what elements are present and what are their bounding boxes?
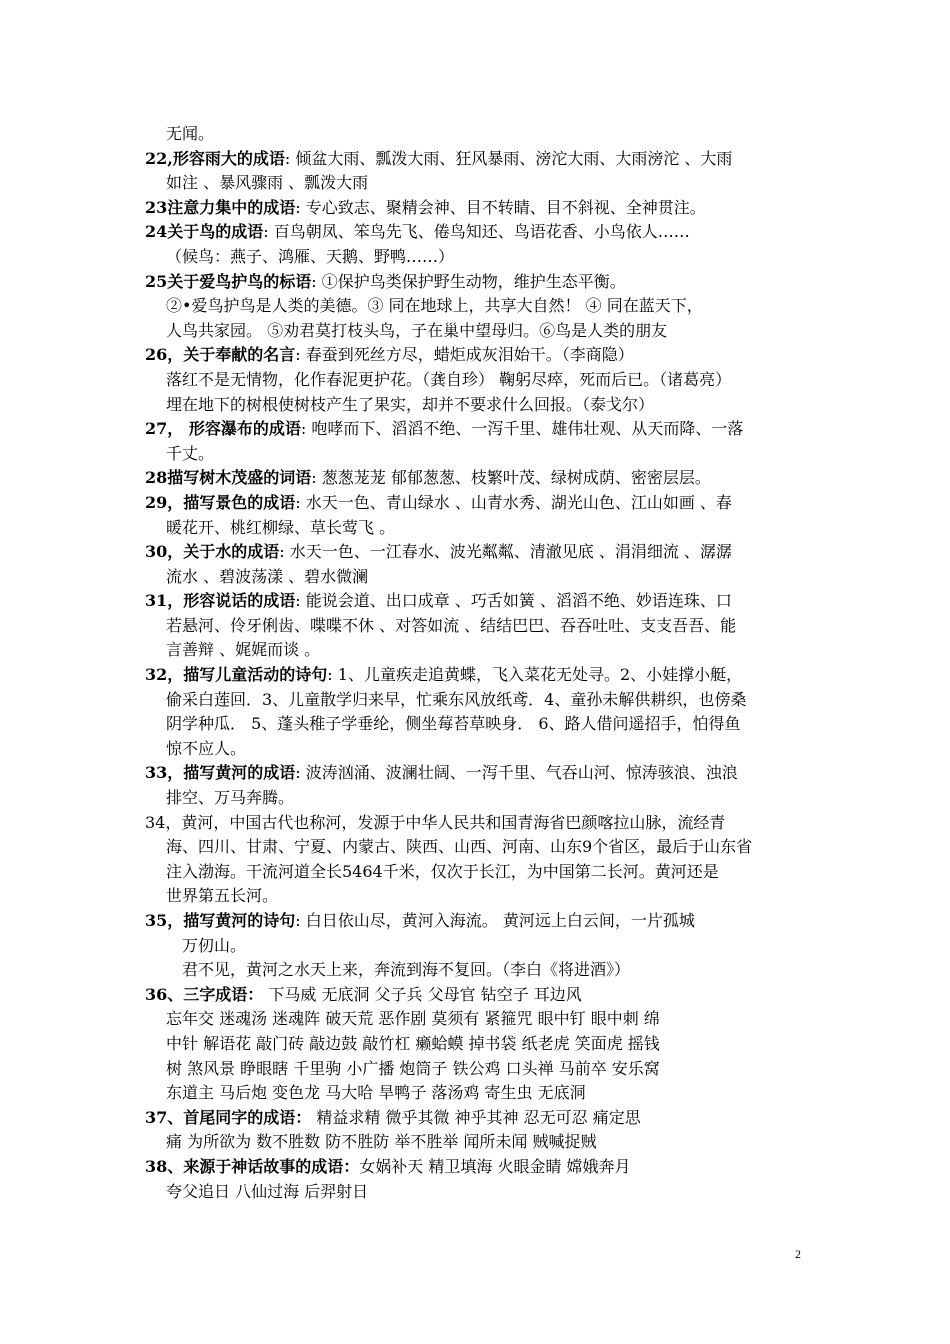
text-line <box>145 220 810 245</box>
text-line <box>145 368 810 393</box>
section-heading: 38、来源于神话故事的成语： <box>145 1156 360 1176</box>
text-line <box>145 1130 810 1155</box>
line-text: 下马威 无底洞 父子兵 父母官 钻空子 耳边风 <box>263 984 582 1004</box>
text-line <box>145 884 810 909</box>
text-line <box>145 196 810 221</box>
section-heading: 30，关于水的成语 <box>145 542 280 562</box>
text-line <box>145 1057 810 1082</box>
line-text: 忘年交 迷魂汤 迷魂阵 破天荒 恶作剧 莫须有 紧箍咒 眼中钉 眼中刺 绵 <box>166 1009 660 1029</box>
text-line <box>145 811 810 836</box>
line-text: 偷采白莲回．3、儿童散学归来早，忙乘东风放纸鸢．4、童孙未解供耕织，也傍桑 <box>166 689 747 709</box>
text-line <box>145 614 810 639</box>
line-text: 东道主 马后炮 变色龙 马大哈 旱鸭子 落汤鸡 寄生虫 无底洞 <box>166 1083 586 1103</box>
line-text: ②•爱鸟护鸟是人类的美德。③ 同在地球上，共享大自然！ ④ 同在蓝天下， <box>166 296 703 316</box>
text-line <box>145 1081 810 1106</box>
section-heading: 26，关于奉献的名言 <box>145 345 296 365</box>
text-line <box>145 958 810 983</box>
text-line <box>145 393 810 418</box>
text-line <box>145 589 810 614</box>
line-text: 暖花开、桃红柳绿、草长莺飞 。 <box>166 517 396 537</box>
text-line <box>145 1007 810 1032</box>
line-text: : 葱葱茏茏 郁郁葱葱、枝繁叶茂、绿树成荫、密密层层。 <box>311 468 711 488</box>
text-line <box>145 540 810 565</box>
line-text: 落红不是无情物，化作春泥更护花。（龚自珍） 鞠躬尽瘁，死而后已。（诸葛亮） <box>166 369 732 389</box>
document-body <box>145 122 810 1204</box>
line-text: : 能说会道、出口成章 、巧舌如簧 、滔滔不绝、妙语连珠、口 <box>295 591 732 611</box>
line-text: : ①保护鸟类保护野生动物，维护生态平衡。 <box>311 271 626 291</box>
text-line <box>145 343 810 368</box>
text-line <box>145 516 810 541</box>
line-text: : 波涛汹涌、波澜壮阔、一泻千里、气吞山河、惊涛骇浪、浊浪 <box>295 763 738 783</box>
line-text: : 咆哮而下、滔滔不绝、一泻千里、雄伟壮观、从天而降、一落 <box>300 419 744 439</box>
line-text: : 春蚕到死丝方尽，蜡炬成灰泪始干。（李商隐） <box>295 345 634 365</box>
text-line <box>145 417 810 442</box>
line-text: : 水天一色、一江春水、波光粼粼、清澈见底 、涓涓细流 、潺潺 <box>279 542 732 562</box>
line-text: 世界第五长河。 <box>166 886 279 906</box>
line-text: 注入渤海。干流河道全长5464千米，仅次于长江，为中国第二长河。黄河还是 <box>166 861 719 881</box>
text-line <box>145 1032 810 1057</box>
line-text: : 白日依山尽，黄河入海流。 黄河远上白云间，一片孤城 <box>295 911 695 930</box>
text-line <box>145 835 810 860</box>
line-text: : 1、儿童疾走追黄蝶，飞入菜花无处寻。2、小娃撑小艇， <box>327 665 743 685</box>
text-line <box>145 491 810 516</box>
section-heading: 25关于爱鸟护鸟的标语 <box>145 271 312 291</box>
line-text: 树 煞风景 睁眼瞎 千里驹 小广播 炮筒子 铁公鸡 口头禅 马前卒 安乐窝 <box>166 1058 660 1078</box>
line-text: 夸父追日 八仙过海 后羿射日 <box>166 1181 369 1201</box>
section-heading: 24关于鸟的成语 <box>145 222 264 242</box>
text-line <box>145 860 810 885</box>
line-text: 万仞山。 <box>182 935 247 955</box>
text-line <box>145 1106 810 1131</box>
text-line <box>145 983 810 1008</box>
section-heading: 33，描写黄河的成语 <box>145 763 296 783</box>
section-heading: 37、首尾同字的成语： <box>145 1107 312 1127</box>
text-line <box>145 712 810 737</box>
line-text: 如注 、暴风骤雨 、瓢泼大雨 <box>166 173 369 193</box>
line-text: 中针 解语花 敲门砖 敲边鼓 敲竹杠 癞蛤蟆 掉书袋 纸老虎 笑面虎 摇钱 <box>166 1033 660 1053</box>
section-heading: 23注意力集中的成语 <box>145 197 296 217</box>
text-line <box>145 786 810 811</box>
text-line <box>145 294 810 319</box>
line-text: 海、四川、甘肃、宁夏、内蒙古、陕西、山西、河南、山东9个省区，最后于山东省 <box>166 837 753 857</box>
section-heading: 27， 形容瀑布的成语 <box>145 419 301 439</box>
line-text: 人鸟共家园。 ⑤劝君莫打枝头鸟，子在巢中望母归。⑥鸟是人类的朋友 <box>166 320 668 340</box>
line-text: 惊不应人。 <box>166 738 247 758</box>
text-line <box>145 909 810 934</box>
text-line <box>145 663 810 688</box>
text-line <box>145 1180 810 1205</box>
text-line <box>145 319 810 344</box>
text-line <box>145 171 810 196</box>
text-line <box>145 147 810 172</box>
line-text: 千丈。 <box>166 443 215 463</box>
line-text: 阴学种瓜． 5、蓬头稚子学垂纶，侧坐莓苔草映身． 6、路人借问遥招手，怕得鱼 <box>166 714 741 734</box>
line-text: 埋在地下的树根使树枝产生了果实，却并不要求什么回报。（泰戈尔） <box>166 394 655 414</box>
text-line <box>145 737 810 762</box>
text-line <box>145 1155 810 1180</box>
line-text: （候鸟：燕子、鸿雁、天鹅、野鸭……） <box>166 246 455 266</box>
line-text: : 水天一色、青山绿水 、山青水秀、湖光山色、江山如画 、春 <box>295 492 732 512</box>
text-line <box>145 245 810 270</box>
line-text: : 倾盆大雨、瓢泼大雨、狂风暴雨、滂沱大雨、大雨滂沱 、大雨 <box>284 148 733 168</box>
text-line <box>145 761 810 786</box>
section-heading: 32，描写儿童活动的诗句 <box>145 665 328 685</box>
text-line <box>145 270 810 295</box>
text-line <box>145 565 810 590</box>
line-text: 排空、万马奔腾。 <box>166 788 295 808</box>
text-line <box>145 638 810 663</box>
text-line <box>145 122 810 147</box>
section-heading: 36、三字成语： <box>145 984 264 1004</box>
line-text: 流水 、碧波荡漾 、碧水微澜 <box>166 566 369 586</box>
line-text: : 专心致志、聚精会神、目不转睛、目不斜视、全神贯注。 <box>295 197 706 217</box>
section-heading: 28描写树木茂盛的词语 <box>145 468 312 488</box>
text-line <box>145 688 810 713</box>
line-text: 无闻。 <box>166 124 215 143</box>
line-text: 君不见，黄河之水天上来，奔流到海不复回。（李白《将进酒》） <box>182 960 631 980</box>
line-text: 言善辩 、娓娓而谈 。 <box>166 640 321 660</box>
text-line <box>145 934 810 959</box>
line-text: 34，黄河，中国古代也称河，发源于中华人民共和国青海省巴颜喀拉山脉，流经青 <box>145 812 726 832</box>
section-heading: 35，描写黄河的诗句 <box>145 911 296 930</box>
line-text: 女娲补天 精卫填海 火眼金睛 嫦娥奔月 <box>359 1156 631 1176</box>
line-text: : 百鸟朝凤、笨鸟先飞、倦鸟知还、鸟语花香、小鸟依人…… <box>263 222 690 242</box>
section-heading: 29，描写景色的成语 <box>145 492 296 512</box>
line-text: 痛 为所欲为 数不胜数 防不胜防 举不胜举 闻所未闻 贼喊捉贼 <box>166 1132 597 1152</box>
text-line <box>145 442 810 467</box>
page-number: 2 <box>795 1247 801 1261</box>
text-line <box>145 466 810 491</box>
section-heading: 22,形容雨大的成语 <box>145 148 285 168</box>
section-heading: 31，形容说话的成语 <box>145 591 296 611</box>
line-text: 精益求精 微乎其微 神乎其神 忍无可忍 痛定思 <box>311 1107 641 1127</box>
line-text: 若悬河、伶牙俐齿、喋喋不休 、对答如流 、结结巴巴、吞吞吐吐、支支吾吾、能 <box>166 615 737 635</box>
